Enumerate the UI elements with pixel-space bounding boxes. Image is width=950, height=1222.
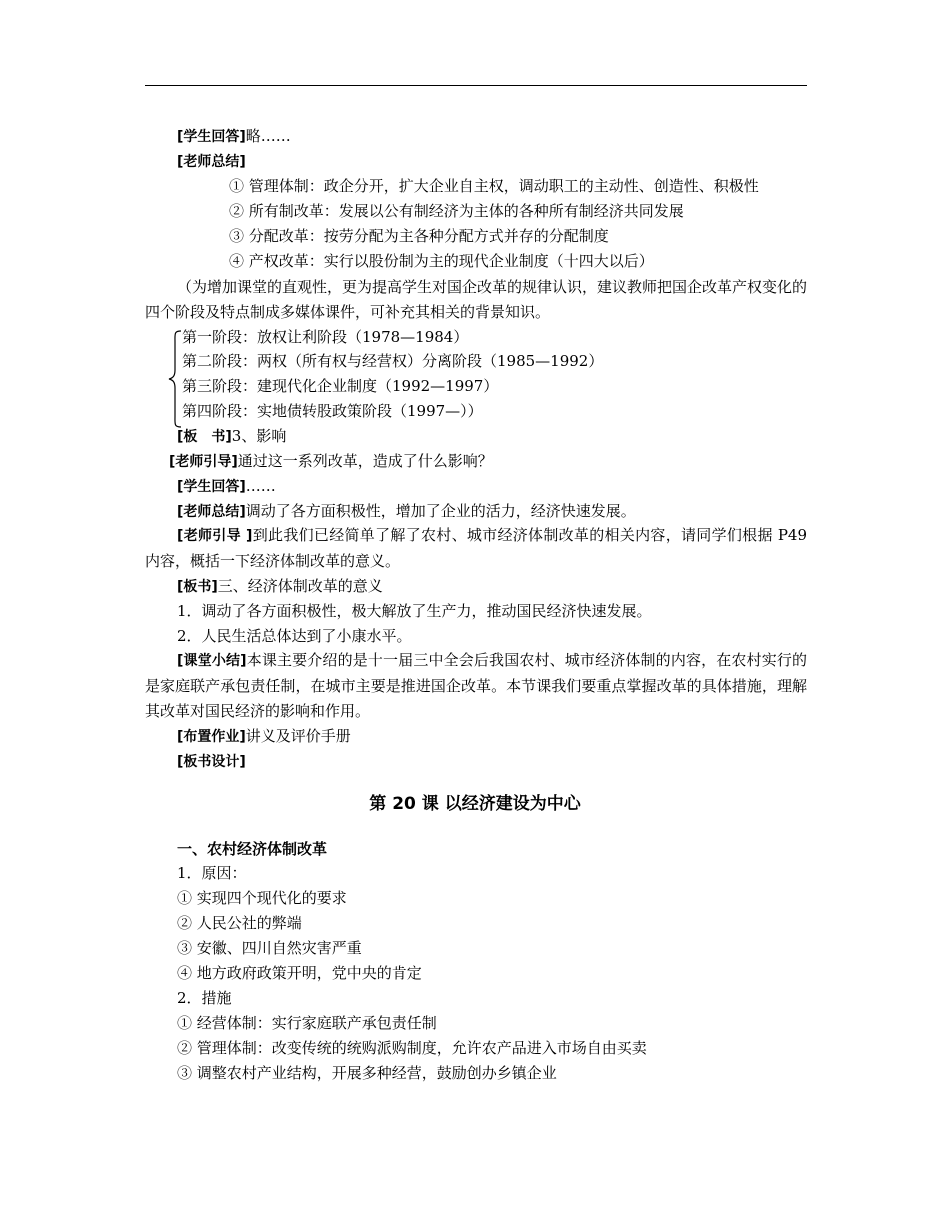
measure-heading: 2．措施 [177, 989, 232, 1007]
label-student-answer: [学生回答] [177, 129, 246, 145]
measure-item: ① 经营体制：实行家庭联产承包责任制 [177, 1014, 437, 1032]
summary-item: ④ 产权改革：实行以股份制为主的现代企业制度（十四大以后） [229, 252, 654, 270]
measure-item: ③ 调整农村产业结构，开展多种经营，鼓励创办乡镇企业 [177, 1064, 557, 1082]
section-heading: 一、农村经济体制改革 [177, 840, 328, 858]
meaning-item: 1．调动了各方面积极性，极大解放了生产力，推动国民经济快速发展。 [177, 602, 652, 620]
stage-item: 第三阶段：建现代化企业制度（1992—1997） [182, 377, 499, 395]
class-summary: [课堂小结]本课主要介绍的是十一届三中全会后我国农村、城市经济体制的内容，在农村实行的是家庭联产承包责任制，在城市主要是推进国企改革。本节课我们要重点掌握改革的具体措施，理解其改革对国民经济的影响和作用。 [145, 651, 808, 720]
cause-item: ④ 地方政府政策开明，党中央的肯定 [177, 964, 422, 982]
label-teacher-summary: [老师总结] [177, 154, 246, 170]
cause-item: ① 实现四个现代化的要求 [177, 889, 347, 907]
cause-item: ② 人民公社的弊端 [177, 914, 302, 932]
student-answer-2: [学生回答]…… [177, 477, 276, 495]
teacher-guide-1: [老师引导]通过这一系列改革，造成了什么影响？ [169, 452, 493, 470]
stage-item: 第四阶段：实地债转股政策阶段（1997—）） [182, 402, 483, 420]
summary-item: ③ 分配改革：按劳分配为主各种分配方式并存的分配制度 [229, 227, 609, 245]
summary-item: ① 管理体制：政企分开，扩大企业自主权，调动职工的主动性、创造性、积极性 [229, 177, 759, 195]
teaching-note: （为增加课堂的直观性，更为提高学生对国企改革的规律认识，建议教师把国企改革产权变化的四个阶段及特点制成多媒体课件，可补充其相关的背景知识。 [145, 278, 808, 321]
cause-item: ③ 安徽、四川自然灾害严重 [177, 939, 362, 957]
measure-item: ② 管理体制：改变传统的统购派购制度，允许农产品进入市场自由买卖 [177, 1039, 647, 1057]
brace-icon [168, 330, 182, 428]
cause-heading: 1．原因： [177, 864, 247, 882]
stage-item: 第一阶段：放权让利阶段（1978—1984） [182, 328, 469, 346]
lesson-title: 第 20 课 以经济建设为中心 [369, 794, 581, 814]
student-answer-1: [学生回答]略…… [177, 127, 291, 145]
summary-item: ② 所有制改革：发展以公有制经济为主体的各种所有制经济共同发展 [229, 202, 684, 220]
board-design: [板书设计] [177, 754, 246, 770]
meaning-item: 2．人民生活总体达到了小康水平。 [177, 627, 412, 645]
header-rule [145, 85, 807, 86]
board-impact: [板 书]3、影响 [177, 427, 287, 445]
homework: [布置作业]讲义及评价手册 [177, 727, 351, 745]
board-meaning: [板书]三、经济体制改革的意义 [177, 577, 383, 595]
teacher-guide-2: [老师引导 ]到此我们已经简单了解了农村、城市经济体制改革的相关内容，请同学们根据 P49 内容，概括一下经济体制改革的意义。 [145, 526, 808, 570]
teacher-summary-1 [177, 151, 246, 172]
stage-item: 第二阶段：两权（所有权与经营权）分离阶段（1985—1992） [182, 352, 604, 370]
teacher-summary-2: [老师总结]调动了各方面积极性，增加了企业的活力，经济快速发展。 [177, 502, 636, 520]
